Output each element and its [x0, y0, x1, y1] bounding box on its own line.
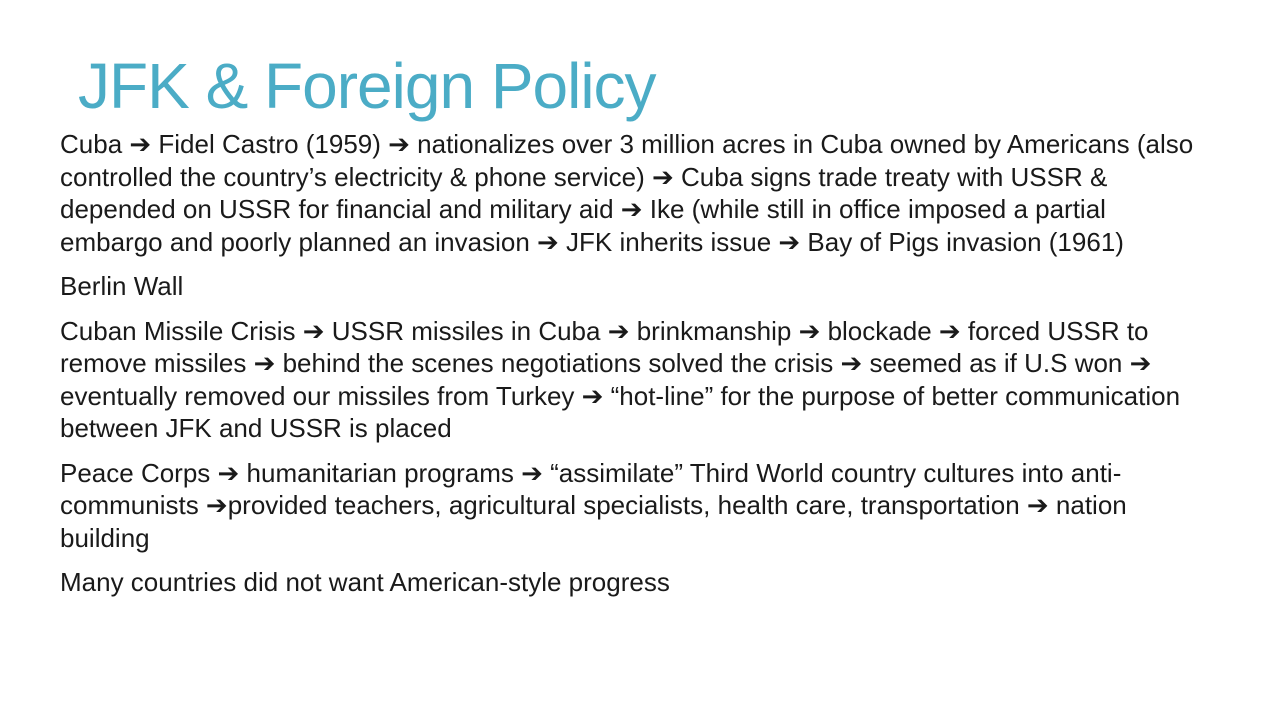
paragraph-cuban-missile-crisis: Cuban Missile Crisis ➔ USSR missiles in Cuba ➔ brinkmanship ➔ blockade ➔ forced USSR to remove missiles ➔ behind the scenes negotiations solved the crisis ➔ seemed as if U.S won ➔ eventually removed our missiles from Turkey ➔ “hot-line” for the purpose of better communication between JFK and USSR is placed [60, 315, 1181, 443]
paragraph-peace-corps: Peace Corps ➔ humanitarian programs ➔ “assimilate” Third World country cultures into anti-communists ➔provided teachers, agricultural specialists, health care, transportation ➔ nation building [60, 457, 1127, 553]
paragraph-american-style-progress: Many countries did not want American-style progress [60, 567, 670, 597]
slide-title: JFK & Foreign Policy [78, 50, 656, 122]
paragraph-cuba: Cuba ➔ Fidel Castro (1959) ➔ nationalizes over 3 million acres in Cuba owned by Americans (also controlled the country’s electricity & phone service) ➔ Cuba signs trade treaty with USSR & depended on USSR for financial and military aid ➔ Ike (while still in office imposed a partial embargo and poorly planned an invasion ➔ JFK inherits issue ➔ Bay of Pigs invasion (1961) [60, 129, 1194, 257]
slide-body [60, 128, 1200, 611]
paragraph-berlin-wall: Berlin Wall [60, 271, 184, 301]
